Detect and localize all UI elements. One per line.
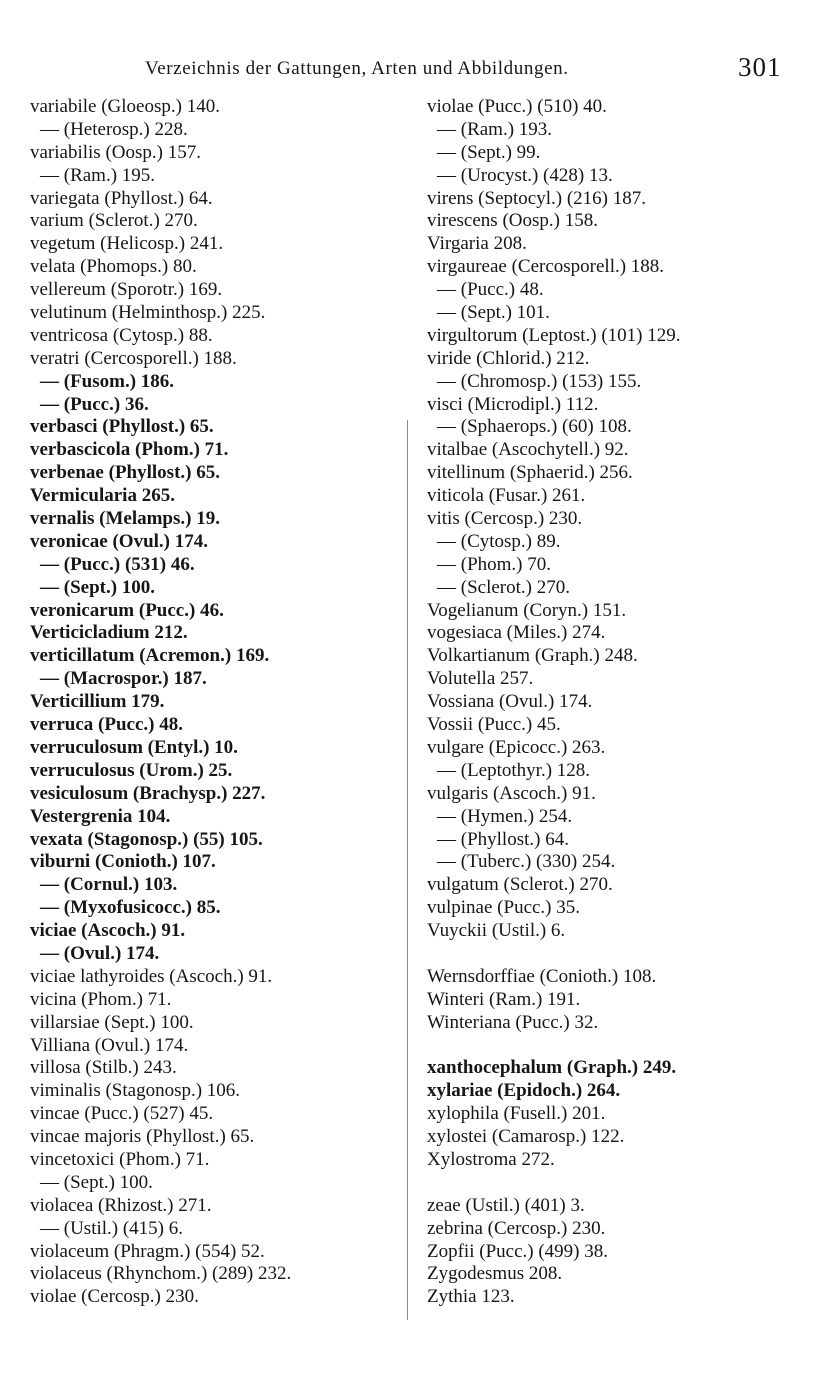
index-entry: virgultorum (Leptost.) (101) 129. [427, 324, 681, 346]
index-entry: vulgatum (Sclerot.) 270. [427, 874, 613, 896]
index-entry: — (Ram.) 195. [40, 164, 156, 186]
index-entry: — (Hymen.) 254. [437, 805, 573, 827]
running-title: Verzeichnis der Gattungen, Arten und Abbildungen. [145, 58, 569, 79]
index-entry: violaceus (Rhynchom.) (289) 232. [30, 1263, 292, 1285]
index-entry: — (Phom.) 70. [437, 553, 551, 575]
index-entry: verruca (Pucc.) 48. [30, 714, 183, 736]
index-entry: — (Fusom.) 186. [40, 370, 175, 392]
index-entry: verticillatum (Acremon.) 169. [30, 645, 270, 667]
index-entry: vernalis (Melamps.) 19. [30, 508, 220, 530]
index-entry: vitis (Cercosp.) 230. [427, 508, 583, 530]
page-number: 301 [738, 52, 782, 82]
index-entry: vulgaris (Ascoch.) 91. [427, 782, 596, 804]
index-entry: Verticicladium 212. [30, 622, 188, 644]
index-entry: viciae lathyroides (Ascoch.) 91. [30, 965, 273, 987]
index-entry: vitellinum (Sphaerid.) 256. [427, 462, 633, 484]
index-entry: vincae (Pucc.) (527) 45. [30, 1103, 214, 1125]
index-entry: violae (Cercosp.) 230. [30, 1286, 199, 1308]
index-entry: — (Pucc.) 36. [40, 393, 149, 415]
index-entry: — (Phyllost.) 64. [437, 828, 569, 850]
index-entry: — (Ustil.) (415) 6. [40, 1217, 184, 1239]
index-entry: xylophila (Fusell.) 201. [427, 1103, 606, 1125]
index-entry: Vogelianum (Coryn.) 151. [427, 599, 627, 621]
index-entry: — (Sept.) 100. [40, 1171, 153, 1193]
index-entry: — (Tuberc.) (330) 254. [437, 851, 616, 873]
index-entry: vincetoxici (Phom.) 71. [30, 1148, 210, 1170]
index-entry: verbasci (Phyllost.) 65. [30, 416, 214, 438]
page-header [0, 52, 830, 86]
index-entry: — (Cornul.) 103. [40, 874, 178, 896]
index-entry: xylostei (Camarosp.) 122. [427, 1126, 625, 1148]
index-entry: — (Cytosp.) 89. [437, 530, 561, 552]
index-entry: vogesiaca (Miles.) 274. [427, 622, 606, 644]
index-entry: Winteriana (Pucc.) 32. [427, 1011, 599, 1033]
index-entry: xylariae (Epidoch.) 264. [427, 1080, 621, 1102]
index-entry: vegetum (Helicosp.) 241. [30, 233, 224, 255]
column-divider [407, 420, 408, 1320]
index-spacer [427, 943, 827, 966]
index-entry: zeae (Ustil.) (401) 3. [427, 1194, 585, 1216]
index-spacer [427, 1035, 827, 1058]
index-entry: — (Sclerot.) 270. [437, 576, 570, 598]
index-entry: veratri (Cercosporell.) 188. [30, 347, 237, 369]
index-entry: — (Sept.) 101. [437, 302, 550, 324]
index-entry: velutinum (Helminthosp.) 225. [30, 302, 266, 324]
index-entry: xanthocephalum (Graph.) 249. [427, 1057, 677, 1079]
index-column-right [427, 96, 827, 1309]
index-entry: Volkartianum (Graph.) 248. [427, 645, 638, 667]
index-entry: vincae majoris (Phyllost.) 65. [30, 1126, 255, 1148]
index-entry: — (Sept.) 100. [40, 576, 156, 598]
index-entry: Vossii (Pucc.) 45. [427, 714, 561, 736]
index-entry: variegata (Phyllost.) 64. [30, 187, 213, 209]
index-entry: Wernsdorffiae (Conioth.) 108. [427, 965, 657, 987]
index-entry: Villiana (Ovul.) 174. [30, 1034, 189, 1056]
index-entry: varium (Sclerot.) 270. [30, 210, 198, 232]
index-spacer [427, 1172, 827, 1195]
index-entry: vexata (Stagonosp.) (55) 105. [30, 828, 263, 850]
index-entry: Xylostroma 272. [427, 1148, 555, 1170]
index-entry: Vestergrenia 104. [30, 805, 171, 827]
index-entry: visci (Microdipl.) 112. [427, 393, 599, 415]
index-entry: vitalbae (Ascochytell.) 92. [427, 439, 629, 461]
index-entry: — (Macrospor.) 187. [40, 668, 207, 690]
index-entry: Zythia 123. [427, 1286, 515, 1308]
index-entry: virescens (Oosp.) 158. [427, 210, 598, 232]
index-entry: viminalis (Stagonosp.) 106. [30, 1080, 241, 1102]
index-entry: ventricosa (Cytosp.) 88. [30, 324, 213, 346]
index-entry: Vossiana (Ovul.) 174. [427, 691, 593, 713]
index-entry: violae (Pucc.) (510) 40. [427, 96, 607, 117]
index-entry: variabilis (Oosp.) 157. [30, 141, 201, 163]
index-entry: verruculosus (Urom.) 25. [30, 759, 233, 781]
index-entry: vesiculosum (Brachysp.) 227. [30, 782, 266, 804]
index-entry: Volutella 257. [427, 668, 534, 690]
index-entry: — (Leptothyr.) 128. [437, 759, 591, 781]
index-entry: velata (Phomops.) 80. [30, 256, 197, 278]
index-entry: Verticillium 179. [30, 691, 165, 713]
index-entry: zebrina (Cercosp.) 230. [427, 1217, 606, 1239]
index-entry: — (Pucc.) (531) 46. [40, 553, 195, 575]
index-entry: vulpinae (Pucc.) 35. [427, 897, 581, 919]
index-entry: viride (Chlorid.) 212. [427, 347, 590, 369]
index-entry: virgaureae (Cercosporell.) 188. [427, 256, 665, 278]
index-entry: Virgaria 208. [427, 233, 527, 255]
index-entry: vulgare (Epicocc.) 263. [427, 736, 606, 758]
index-entry: verruculosum (Entyl.) 10. [30, 736, 238, 758]
index-entry: Vuyckii (Ustil.) 6. [427, 920, 566, 942]
index-entry: viburni (Conioth.) 107. [30, 851, 216, 873]
index-entry: — (Chromosp.) (153) 155. [437, 370, 642, 392]
index-entry: Vermicularia 265. [30, 485, 175, 507]
index-entry: — (Urocyst.) (428) 13. [437, 164, 613, 186]
index-entry: — (Sept.) 99. [437, 141, 541, 163]
index-entry: verbascicola (Phom.) 71. [30, 439, 229, 461]
index-entry: — (Heterosp.) 228. [40, 118, 188, 140]
index-entry: villarsiae (Sept.) 100. [30, 1011, 194, 1033]
index-entry: violaceum (Phragm.) (554) 52. [30, 1240, 265, 1262]
index-entry: variabile (Gloeosp.) 140. [30, 96, 220, 117]
index-entry: — (Ovul.) 174. [40, 942, 160, 964]
index-entry: Zopfii (Pucc.) (499) 38. [427, 1240, 608, 1262]
index-entry: Winteri (Ram.) 191. [427, 988, 581, 1010]
index-entry: — (Pucc.) 48. [437, 279, 544, 301]
index-entry: — (Myxofusicocc.) 85. [40, 897, 221, 919]
index-entry: vellereum (Sporotr.) 169. [30, 279, 223, 301]
index-entry: viciae (Ascoch.) 91. [30, 920, 186, 942]
index-entry: veronicae (Ovul.) 174. [30, 530, 209, 552]
index-entry: villosa (Stilb.) 243. [30, 1057, 177, 1079]
index-entry: violacea (Rhizost.) 271. [30, 1194, 212, 1216]
index-entry: verbenae (Phyllost.) 65. [30, 462, 220, 484]
index-entry: — (Sphaerops.) (60) 108. [437, 416, 632, 438]
index-entry: virens (Septocyl.) (216) 187. [427, 187, 646, 209]
index-entry: veronicarum (Pucc.) 46. [30, 599, 224, 621]
index-entry: Zygodesmus 208. [427, 1263, 563, 1285]
index-entry: — (Ram.) 193. [437, 118, 553, 140]
index-column-left [30, 96, 405, 1309]
index-entry: vicina (Phom.) 71. [30, 988, 172, 1010]
index-entry: viticola (Fusar.) 261. [427, 485, 586, 507]
